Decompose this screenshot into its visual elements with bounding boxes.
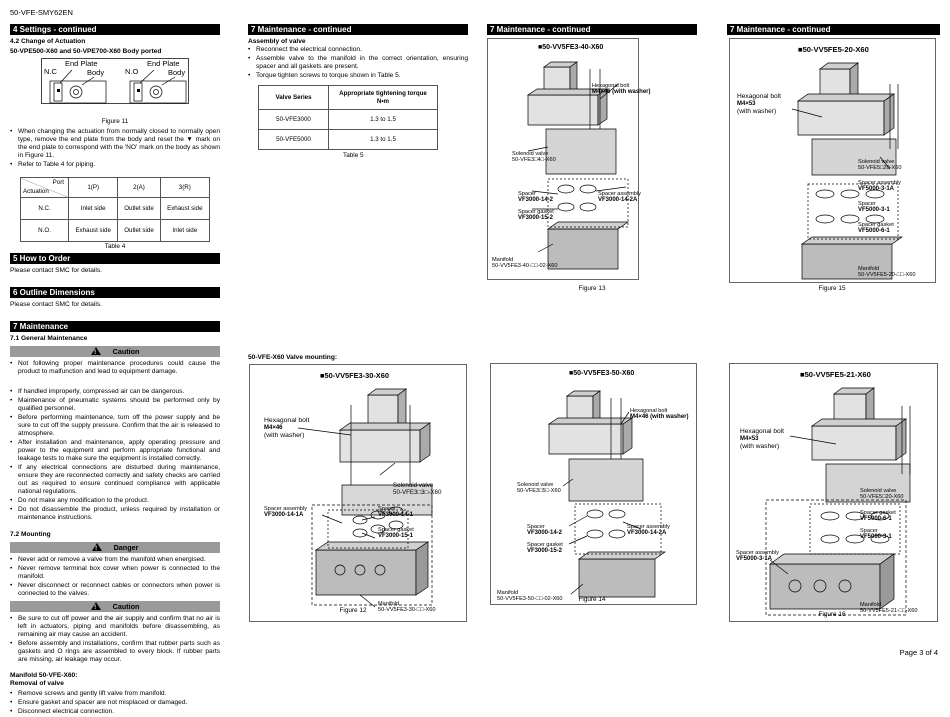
fig13-spacer-label — [518, 191, 553, 204]
fig15-spacer-asm-name: Spacer assembly — [858, 180, 901, 186]
fig16-spacer-name: Spacer — [860, 528, 878, 534]
fig16-gasket-name: Spacer gasket — [860, 510, 896, 516]
table4-cell: Inlet side — [69, 198, 118, 220]
fig13-bolt-size: M4×46 (with washer) — [592, 89, 651, 96]
fig13-title: ■50-VV5FE3-40-X60 — [538, 44, 604, 51]
fig16-gasket-pn: VF5000-6-1 — [860, 516, 892, 523]
fig15-spacer-asm-pn: VF5000-3-1A — [858, 186, 895, 193]
figure-15-caption: Figure 15 — [818, 285, 846, 292]
maintenance-bullets — [10, 388, 220, 523]
change-actuation-heading: 4.2 Change of Actuation — [10, 38, 86, 45]
removal-heading: Removal of valve — [10, 679, 64, 687]
fig16-spacer-asm-name: Spacer assembly — [736, 550, 779, 556]
table5-cell: 1.3 to 1.5 — [329, 130, 438, 150]
fig13-gasket-pn: VF3000-15-2 — [518, 215, 554, 222]
fig12-manifold-pn: 50-VV5FE3-30-□□-X60 — [378, 607, 436, 614]
figure-14 — [490, 363, 697, 605]
table4-cell: N.O. — [21, 220, 69, 242]
table-4-caption: Table 4 — [104, 243, 126, 251]
warning-triangle-icon — [91, 347, 101, 355]
column-4 — [727, 24, 940, 618]
maintenance-bullet: • Maintenance of pneumatic systems should be performed only by qualified personnel. — [10, 397, 220, 413]
table4-header-1p: 1(P) — [69, 178, 118, 198]
fig14-bolt-size: M4×46 (with washer) — [630, 414, 689, 421]
fig13-manifold-name: Manifold — [492, 257, 514, 263]
actuation-bullets — [10, 128, 220, 169]
table4-cell: Outlet side — [118, 198, 160, 220]
column-1 — [10, 24, 220, 717]
fig15-gasket-pn: VF5000-6-1 — [858, 228, 890, 235]
fig12-gasket-label — [378, 527, 414, 540]
table-row — [21, 220, 210, 242]
fig11-body-label-1: Body — [87, 68, 105, 78]
fig13-manifold-pn: 50-VV5FE3-40-□□-02-X60 — [492, 263, 558, 270]
fig12-bolt-size: M4×46 — [264, 425, 283, 432]
fig14-spacer-asm-label — [627, 524, 670, 537]
fig15-bolt-size: M4×53 — [737, 101, 756, 108]
table5-cell: 50-VFE3000 — [259, 110, 329, 130]
table5-cell: 50-VFE5000 — [259, 130, 329, 150]
fig13-manifold-label — [492, 257, 558, 269]
mounting-heading: 7.2 Mounting — [10, 530, 51, 538]
danger-banner — [10, 542, 220, 553]
removal-bullet: • Ensure gasket and spacer are not misplaced or damaged. — [10, 699, 220, 707]
page-number: Page 3 of 4 — [899, 648, 938, 657]
fig16-solenoid-label — [860, 488, 904, 500]
fig13-solenoid-name: Solenoid valve — [512, 151, 549, 157]
fig16-bolt-label — [740, 428, 784, 450]
caution-bullet: • Not following proper maintenance procedures could cause the product to malfunction and lead to equipment damage. — [10, 360, 220, 376]
fig15-title: ■50-VV5FE5-20-X60 — [798, 45, 869, 54]
figure-16-caption: Figure 16 — [818, 611, 846, 618]
fig15-gasket-name: Spacer gasket — [858, 222, 894, 228]
fig14-spacer-name: Spacer — [527, 524, 545, 530]
table4-header-2a: 2(A) — [118, 178, 160, 198]
maintenance-title: 7 Maintenance — [10, 321, 220, 332]
fig16-spacer-asm-pn: VF5000-3-1A — [736, 556, 773, 563]
fig14-manifold-pn: 50-VV5FE3-50-□□-02-X60 — [497, 596, 563, 603]
fig11-end-plate-label-2: End Plate — [147, 59, 180, 69]
caution-label: Caution — [112, 601, 140, 611]
table4-corner-cell — [21, 178, 69, 198]
assembly-bullets — [248, 46, 468, 80]
fig16-solenoid-name: Solenoid valve — [860, 488, 897, 494]
valve-mounting-heading: 50-VFE-X60 Valve mounting: — [248, 354, 338, 361]
how-to-order-title: 5 How to Order — [10, 253, 220, 264]
fig15-spacer-label — [858, 201, 890, 214]
fig15-spacer-asm-label — [858, 180, 901, 193]
caution-bullet: • Before assembly and installations, confirm that rubber parts such as gaskets and O rings are assembled to every block. If rubber parts are missing, air leakage may occur. — [10, 640, 220, 664]
danger-bullet: • Never add or remove a valve from the manifold when energised. — [10, 556, 220, 564]
body-ported-heading: 50-VPE500-X60 and 50-VPE700-X60 Body ported — [10, 48, 162, 56]
fig15-drawing — [730, 39, 937, 284]
fig13-gasket-label — [518, 209, 554, 222]
fig16-drawing — [730, 364, 939, 623]
fig15-spacer-name: Spacer — [858, 201, 876, 207]
fig11-no-label: N.O — [125, 67, 139, 77]
table4-cell: Exhaust side — [160, 198, 209, 220]
fig12-spacer-asm-pn: VF3000-14-1A — [264, 512, 304, 519]
caution-label: Caution — [112, 346, 140, 356]
figure-15 — [729, 38, 936, 283]
fig16-bolt-name: Hexagonal bolt — [740, 428, 784, 435]
maintenance-continued-title-3: 7 Maintenance - continued — [487, 24, 697, 35]
fig12-solenoid-label — [393, 483, 441, 497]
table5-header-series: Valve Series — [259, 86, 329, 110]
fig14-solenoid-pn: 50-VFE3□5□-X60 — [517, 488, 561, 495]
column-3 — [487, 24, 697, 603]
table5-unit-label: N•m — [376, 97, 390, 105]
fig15-spacer-pn: VF5000-3-1 — [858, 207, 890, 214]
assembly-bullet: • Assemble valve to the manifold in the correct orientation, ensuring spacer and all gaskets are present. — [248, 55, 468, 71]
caution-banner-1 — [10, 346, 220, 357]
fig13-spacer-asm-name: Spacer assembly — [598, 191, 641, 197]
fig14-spacer-label — [527, 524, 562, 537]
maintenance-bullet: • If any electrical connections are disturbed during maintenance, ensure they are reconnected correctly and safety checks are carried out as required to ensure continued compliance with applicable national regulations. — [10, 464, 220, 496]
table4-cell: N.C. — [21, 198, 69, 220]
table-4 — [20, 177, 210, 242]
assembly-heading: Assembly of valve — [248, 38, 306, 45]
fig16-title: ■50-VV5FE5-21-X60 — [800, 370, 871, 379]
assembly-bullet: • Reconnect the electrical connection. — [248, 46, 468, 54]
fig12-manifold-name: Manifold — [378, 601, 400, 607]
danger-bullet: • Never remove terminal box cover when power is connected to the manifold. — [10, 565, 220, 581]
fig16-spacer-label — [860, 528, 892, 541]
maintenance-bullet: • Before performing maintenance, turn off the power supply and be sure to cut off the supply pressure. Confirm that the air is released to atmosphere. — [10, 414, 220, 438]
table5-header-torque — [329, 86, 438, 110]
fig15-manifold-label — [858, 266, 915, 278]
fig14-gasket-label — [527, 542, 563, 555]
fig14-bolt-name: Hexagonal bolt — [630, 408, 668, 414]
fig12-bolt-name: Hexagonal bolt — [264, 417, 310, 424]
fig12-solenoid-name: Solenoid valve — [393, 482, 434, 489]
table-5 — [258, 85, 438, 150]
fig15-manifold-name: Manifold — [858, 266, 880, 272]
table-row — [259, 130, 438, 150]
caution-bullet: • Be sure to cut off power and the air supply and confirm that no air is left in actuators, piping and manifolds before disassembling, as remaining air may cause an accident. — [10, 615, 220, 639]
danger-bullets — [10, 556, 220, 598]
fig15-bolt-label — [737, 93, 781, 115]
fig16-solenoid-pn: 50-VFE5□20-X60 — [860, 494, 904, 501]
fig15-solenoid-label — [858, 159, 902, 171]
fig13-drawing — [488, 39, 640, 281]
fig12-title: ■50-VV5FE3-30-X60 — [320, 371, 389, 380]
fig16-spacer-asm-label — [736, 550, 779, 563]
fig11-nc-label: N.C — [44, 67, 57, 77]
fig12-solenoid-pn: 50-VFE3□3□-X60 — [393, 488, 442, 496]
caution1-bullets — [10, 360, 220, 376]
danger-bullet: • Never disconnect or reconnect cables or connectors when power is connected to the valves. — [10, 582, 220, 598]
fig16-spacer-pn: VF5000-3-1 — [860, 534, 892, 541]
fig16-manifold-pn: 50-VV5FE5-21-□□-X60 — [860, 608, 918, 615]
figure-11 — [41, 58, 189, 104]
table-row — [259, 110, 438, 130]
how-to-order-text: Please contact SMC for details. — [10, 266, 102, 274]
fig14-title: ■50-VV5FE3-50-X60 — [569, 370, 635, 377]
fig13-spacer-name: Spacer — [518, 191, 536, 197]
fig13-bolt-label — [592, 83, 651, 96]
maintenance-continued-title-2: 7 Maintenance - continued — [248, 24, 468, 35]
fig13-spacer-asm-pn: VF3000-14-2A — [598, 197, 638, 204]
danger-label: Danger — [113, 542, 139, 552]
fig15-washer: (with washer) — [737, 107, 777, 115]
general-maintenance-heading: 7.1 General Maintenance — [10, 334, 88, 342]
fig13-solenoid-label — [512, 151, 556, 163]
fig12-spacer-label — [378, 506, 413, 519]
caution-banner-2 — [10, 601, 220, 612]
fig16-manifold-name: Manifold — [860, 602, 882, 608]
table4-actuation-header: Actuation — [23, 188, 49, 196]
table-row — [21, 198, 210, 220]
removal-bullets — [10, 690, 220, 716]
fig15-gasket-label — [858, 222, 894, 235]
fig16-gasket-label — [860, 510, 896, 523]
figure-13 — [487, 38, 651, 280]
caution2-bullets — [10, 615, 220, 664]
maintenance-bullet: • If handled improperly, compressed air can be dangerous. — [10, 388, 220, 396]
fig15-bolt-name: Hexagonal bolt — [737, 93, 781, 100]
fig13-solenoid-pn: 50-VFE3□4□-X60 — [512, 157, 556, 164]
figure-12 — [249, 364, 467, 622]
fig14-spacer-pn: VF3000-14-2 — [527, 530, 563, 537]
fig14-gasket-pn: VF3000-15-2 — [527, 548, 563, 555]
fig12-gasket-name: Spacer gasket — [378, 527, 414, 533]
fig14-solenoid-name: Solenoid valve — [517, 482, 554, 488]
fig14-manifold-name: Manifold — [497, 590, 519, 596]
warning-triangle-icon — [92, 543, 102, 551]
fig12-washer: (with washer) — [264, 432, 305, 440]
table4-port-header: Port — [52, 179, 64, 187]
document-code: 50-VFE-SMY62EN — [10, 8, 73, 17]
table4-header-3r: 3(R) — [160, 178, 209, 198]
fig14-solenoid-label — [517, 482, 561, 494]
figure-13-caption: Figure 13 — [578, 285, 606, 292]
outline-dimensions-text: Please contact SMC for details. — [10, 300, 102, 308]
manifold-heading: Manifold 50-VFE-X60: — [10, 671, 78, 679]
fig13-spacer-pn: VF3000-14-2 — [518, 197, 554, 204]
fig12-spacer-asm-name: Spacer assembly — [264, 506, 307, 512]
fig14-spacer-asm-name: Spacer assembly — [627, 524, 670, 530]
figure-14-caption: Figure 14 — [578, 596, 606, 603]
assembly-bullet: • Torque tighten screws to torque shown in Table 5. — [248, 72, 468, 80]
figure-16 — [729, 363, 938, 622]
maintenance-bullet: • After installation and maintenance, apply operating pressure and power to the equipment and perform appropriate functional and leakage tests to make sure the equipment is installed correctly. — [10, 439, 220, 463]
fig14-gasket-name: Spacer gasket — [527, 542, 563, 548]
removal-bullet: • Disconnect electrical connection. — [10, 708, 220, 716]
fig12-gasket-pn: VF3000-15-1 — [378, 533, 414, 540]
actuation-bullet: • Refer to Table 4 for piping. — [10, 161, 220, 169]
table4-cell: Exhaust side — [69, 220, 118, 242]
maintenance-bullet: • Do not make any modification to the product. — [10, 497, 220, 505]
fig12-bolt-label — [264, 417, 309, 440]
fig12-spacer-name: Spacer — [378, 506, 396, 512]
fig15-solenoid-name: Solenoid valve — [858, 159, 895, 165]
table-5-caption: Table 5 — [343, 152, 364, 160]
fig16-bolt-size: M4×53 — [740, 436, 759, 443]
actuation-bullet: • When changing the actuation from normally closed to normally open type, remove the end plate from the body and reset the ▼ mark on the end plate to correspond with the 'NO' mark on the body as shown in Figure 11. — [10, 128, 220, 160]
fig11-end-plate-label-1: End Plate — [65, 59, 98, 69]
fig12-spacer-asm-label — [264, 506, 307, 519]
fig11-body-label-2: Body — [168, 68, 186, 78]
fig14-bolt-label — [630, 408, 689, 421]
fig15-manifold-pn: 50-VV5FE5-20-□□-X60 — [858, 272, 916, 279]
table4-cell: Inlet side — [160, 220, 209, 242]
table5-cell: 1.3 to 1.5 — [329, 110, 438, 130]
fig13-spacer-asm-label — [598, 191, 641, 204]
fig14-spacer-asm-pn: VF3000-14-2A — [627, 530, 667, 537]
outline-dimensions-title: 6 Outline Dimensions — [10, 287, 220, 298]
table5-torque-label: Appropriate tightening torque — [339, 90, 427, 98]
fig12-spacer-pn: VF3000-14-1 — [378, 512, 414, 519]
figure-11-caption: Figure 11 — [101, 118, 129, 126]
maintenance-continued-title-4: 7 Maintenance - continued — [727, 24, 940, 35]
removal-bullet: • Remove screws and gently lift valve from manifold. — [10, 690, 220, 698]
fig13-bolt-name: Hexagonal bolt — [592, 83, 630, 89]
fig13-gasket-name: Spacer gasket — [518, 209, 554, 215]
warning-triangle-icon — [91, 602, 101, 610]
table4-cell: Outlet side — [118, 220, 160, 242]
fig16-washer: (with washer) — [740, 442, 780, 450]
column-2 — [248, 24, 468, 614]
settings-section-title: 4 Settings - continued — [10, 24, 220, 35]
figure-12-caption: Figure 12 — [339, 607, 367, 614]
maintenance-bullet: • Do not disassemble the product, unless required by installation or maintenance instructions. — [10, 506, 220, 522]
fig15-solenoid-pn: 50-VFE5□20-X60 — [858, 165, 902, 172]
